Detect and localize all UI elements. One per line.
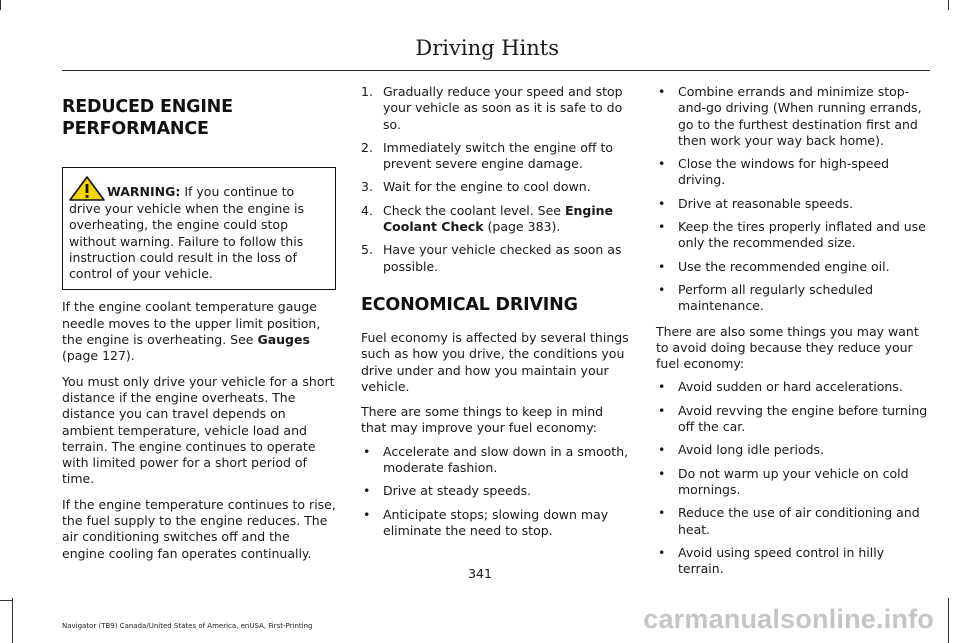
bullet-list	[656, 379, 930, 577]
section-heading-economical-driving: ECONOMICAL DRIVING	[361, 294, 578, 315]
list-item-text: Avoid revving the engine before turning off the car.	[678, 402, 928, 435]
column-2	[361, 84, 632, 539]
step-text: Check the coolant level. See	[383, 202, 565, 218]
list-item-text: Combine errands and minimize stop-and-go driving (When running errands, go to the furthest destination first and then work your way back home).	[678, 84, 922, 148]
bullet: •	[363, 483, 371, 499]
warning-triangle-icon	[69, 176, 105, 201]
list-item-text: Anticipate stops; slowing down may eliminate the need to stop.	[383, 506, 609, 538]
step-number: 5.	[361, 242, 373, 258]
crop-mark	[0, 600, 12, 601]
bullet: •	[363, 443, 371, 459]
list-item-text: Drive at steady speeds.	[383, 483, 532, 499]
bullet: •	[658, 281, 666, 297]
list-item	[656, 379, 930, 395]
list-item	[361, 507, 632, 540]
crop-mark	[948, 598, 949, 643]
cross-reference-engine-coolant-check[interactable]: Engine Coolant Check	[383, 202, 614, 235]
crop-mark	[948, 0, 949, 10]
paragraph: You must only drive your vehicle for a short distance if the engine overheats. The distance you can travel depends on ambient temperature, vehicle load and terrain. The engine continues to operate with limited power for a short period of time.	[62, 373, 335, 487]
bullet: •	[658, 544, 666, 560]
list-item	[656, 196, 930, 212]
bullet: •	[363, 506, 371, 522]
list-item-text: Close the windows for high-speed driving.	[678, 156, 890, 188]
list-item-text: Reduce the use of air conditioning and heat.	[678, 505, 920, 537]
step-text: Immediately switch the engine off to prevent severe engine damage.	[383, 139, 613, 172]
page-number: 341	[468, 566, 492, 581]
page-title: Driving Hints	[415, 36, 559, 60]
bullet: •	[658, 465, 666, 481]
list-item-text: Avoid sudden or hard accelerations.	[678, 379, 903, 395]
paragraph-text: If the engine coolant temperature gauge needle moves to the upper limit position, the engine is overheating. See	[62, 299, 321, 348]
cross-reference-gauges[interactable]: Gauges	[257, 332, 310, 348]
list-item	[361, 444, 632, 477]
bullet: •	[658, 505, 666, 521]
list-item	[361, 483, 632, 499]
list-item-text: Drive at reasonable speeds.	[678, 195, 854, 211]
list-item	[361, 179, 632, 195]
list-item	[656, 442, 930, 458]
list-item	[656, 259, 930, 275]
warning-body: If you continue to drive your vehicle when the engine is overheating, the engine could stop without warning. Failure to follow this instruction could result in the loss of control of your vehicle.	[69, 184, 304, 282]
list-item-text: Perform all regularly scheduled maintenance.	[678, 281, 874, 314]
section-heading-reduced-engine-performance: REDUCED ENGINE PERFORMANCE	[62, 97, 233, 139]
bullet-list	[361, 444, 632, 539]
list-item	[361, 84, 632, 133]
step-number: 2.	[361, 139, 373, 155]
bullet: •	[658, 84, 666, 99]
crop-mark	[0, 0, 1, 10]
bullet: •	[658, 219, 666, 235]
list-item	[361, 140, 632, 173]
page-reference: (page 383).	[483, 219, 561, 235]
list-item	[656, 156, 930, 189]
bullet: •	[658, 195, 666, 211]
bullet: •	[658, 379, 666, 395]
list-item-text: Do not warm up your vehicle on cold mornings.	[678, 465, 909, 497]
list-item	[656, 84, 930, 149]
list-item	[656, 219, 930, 252]
list-item	[361, 203, 632, 236]
list-item	[656, 403, 930, 436]
warning-text	[69, 176, 329, 282]
step-text: Gradually reduce your speed and stop your vehicle as soon as it is safe to do so.	[383, 84, 623, 132]
list-item	[656, 282, 930, 315]
column-1	[62, 84, 336, 562]
list-item-text: Use the recommended engine oil.	[678, 258, 890, 274]
header-divider	[62, 70, 930, 71]
list-item-text: Avoid using speed control in hilly terrain.	[678, 544, 885, 577]
list-item	[361, 242, 632, 275]
paragraph: There are also some things you may want to avoid doing because they reduce your fuel economy:	[656, 323, 919, 372]
list-item	[656, 466, 930, 499]
bullet: •	[658, 156, 666, 172]
paragraph: Fuel economy is affected by several things such as how you drive, the conditions you drive under and how you maintain your vehicle.	[361, 329, 629, 394]
list-item-text: Keep the tires properly inflated and use only the recommended size.	[678, 219, 926, 251]
paragraph	[62, 299, 336, 364]
paragraph: There are some things to keep in mind that may improve your fuel economy:	[361, 404, 604, 436]
list-item	[656, 505, 930, 538]
bullet-list	[656, 84, 930, 315]
list-item-text: Avoid long idle periods.	[678, 442, 825, 458]
numbered-steps	[361, 84, 632, 275]
step-number: 4.	[361, 202, 373, 218]
step-text: Wait for the engine to cool down.	[383, 179, 591, 195]
bullet: •	[658, 402, 666, 418]
list-item-text: Accelerate and slow down in a smooth, moderate fashion.	[383, 443, 629, 476]
step-text: Have your vehicle checked as soon as possible.	[383, 242, 622, 274]
paragraph: If the engine temperature continues to rise, the fuel supply to the engine reduces. The air conditioning switches off and the engine cooling fan operates continually.	[62, 496, 336, 561]
watermark: carmanualsonline.info	[643, 604, 934, 634]
bullet: •	[658, 442, 666, 458]
step-number: 1.	[361, 84, 373, 99]
crop-mark	[12, 598, 13, 643]
column-3	[656, 84, 930, 577]
page-reference: (page 127).	[62, 348, 135, 364]
edition-footer: Navigator (TB9) Canada/United States of America, enUSA, First-Printing	[62, 622, 313, 630]
warning-label: WARNING:	[107, 184, 181, 199]
warning-box	[62, 167, 336, 290]
bullet: •	[658, 258, 666, 274]
step-number: 3.	[361, 179, 373, 195]
